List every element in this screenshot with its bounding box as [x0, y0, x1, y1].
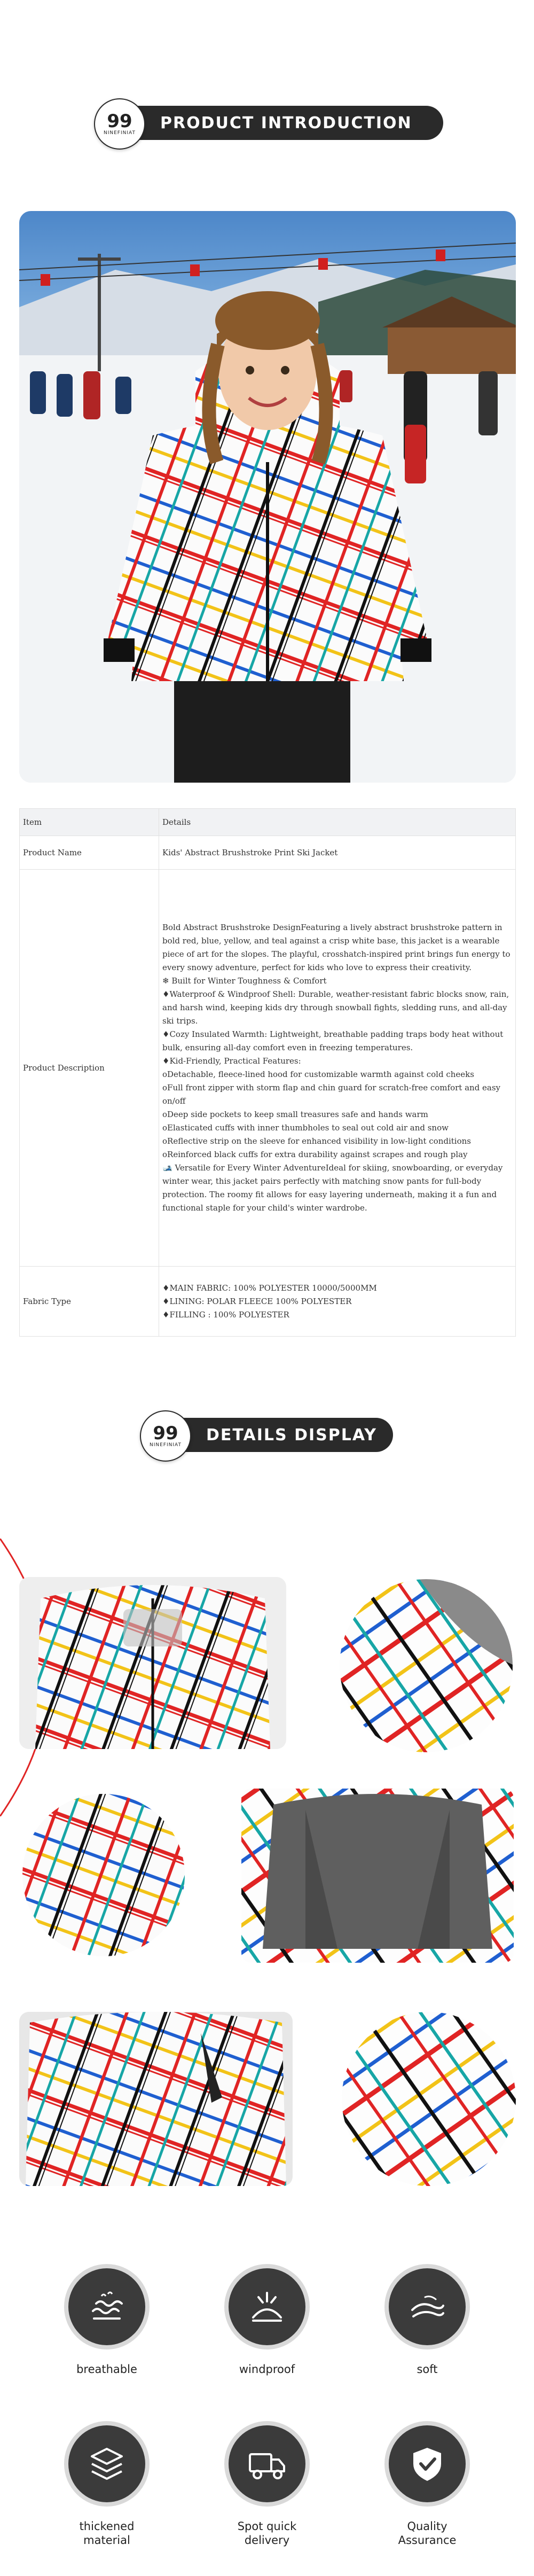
table-header-item: Item	[20, 809, 159, 836]
feature-label-soft: soft	[417, 2363, 438, 2376]
table-header-row	[20, 809, 516, 836]
brand-number: 99	[153, 1423, 178, 1444]
delivery-truck-icon	[229, 2425, 305, 2502]
detail-photo-sleeve-closeup	[22, 1794, 185, 1956]
print-closeup-illustration	[342, 2012, 516, 2186]
description-line: oFull front zipper with storm flap and chin guard for scratch-free comfort and easy on/off	[162, 1083, 501, 1106]
layers-icon	[68, 2425, 145, 2502]
fabric-type-label: Fabric Type	[20, 1267, 159, 1337]
brand-logo	[94, 98, 145, 150]
hood-closeup-illustration	[340, 1579, 513, 1752]
description-line: ❄ Built for Winter Toughness & Comfort	[162, 976, 327, 986]
feature-label-breathable: breathable	[76, 2363, 137, 2376]
soft-icon	[389, 2268, 466, 2345]
description-line: ♦Cozy Insulated Warmth: Lightweight, breathable padding traps body heat without bulk, ensuring all-day comfort even in freezing temperatures.	[162, 1029, 504, 1052]
fabric-line: ♦MAIN FABRIC: 100% POLYESTER 10000/5000MM	[162, 1283, 377, 1293]
feature-label-thickened-material: thickened material	[79, 2520, 135, 2547]
detail-photo-jacket-side	[19, 2012, 293, 2186]
product-name-value: Kids' Abstract Brushstroke Print Ski Jacket	[159, 836, 516, 870]
feature-label-windproof: windproof	[239, 2363, 295, 2376]
jacket-side-illustration	[19, 2012, 293, 2186]
section-title: DETAILS DISPLAY	[206, 1425, 377, 1445]
product-name-label: Product Name	[20, 836, 159, 870]
detail-photo-hood-closeup	[340, 1579, 513, 1752]
fabric-line: ♦LINING: POLAR FLEECE 100% POLYESTER	[162, 1296, 352, 1306]
windproof-icon	[229, 2268, 305, 2345]
fabric-type-value	[159, 1267, 516, 1337]
description-line: 🎿 Versatile for Every Winter AdventureIdeal for skiing, snowboarding, or everyday winter wear, this jacket pairs perfectly with matching snow pants for full-body protection. The roomy fit allows for easy layering underneath, making it a fun and functional staple for your child's winter wardrobe.	[162, 1163, 503, 1213]
description-line: oDetachable, fleece-lined hood for customizable warmth against cold cheeks	[162, 1070, 474, 1079]
brand-name: NINEFINIAT	[104, 130, 136, 136]
description-line: oReflective strip on the sleeve for enhanced visibility in low-light conditions	[162, 1136, 471, 1146]
description-line: ♦Waterproof & Windproof Shell: Durable, weather-resistant fabric blocks snow, rain, and harsh wind, keeping kids dry through snowball fights, sledding runs, and all-day ski trips.	[162, 989, 509, 1026]
table-row	[20, 870, 516, 1267]
fabric-line: ♦FILLING : 100% POLYESTER	[162, 1309, 289, 1320]
ski-slope-illustration	[19, 211, 516, 783]
product-spec-table	[19, 808, 516, 1337]
detail-photo-print-closeup	[342, 2012, 516, 2186]
brand-number: 99	[107, 111, 132, 132]
table-row	[20, 836, 516, 870]
brand-name: NINEFINIAT	[150, 1442, 182, 1448]
table-row	[20, 1267, 516, 1337]
description-line: oReinforced black cuffs for extra durability against scrapes and rough play	[162, 1150, 468, 1159]
table-header-details: Details	[159, 809, 516, 836]
hero-photo	[19, 211, 516, 783]
product-description-value	[159, 870, 516, 1267]
detail-photo-fleece-lining	[241, 1789, 514, 1963]
shield-check-icon	[389, 2425, 466, 2502]
section-header-product-introduction	[107, 106, 443, 140]
description-line: oElasticated cuffs with inner thumbholes to seal out cold air and snow	[162, 1123, 449, 1133]
description-line: ♦Kid-Friendly, Practical Features:	[162, 1056, 301, 1066]
product-description-label: Product Description	[20, 870, 159, 1267]
brand-logo	[140, 1410, 191, 1462]
feature-label-spot-quick-delivery: Spot quick delivery	[237, 2520, 297, 2547]
section-title: PRODUCT INTRODUCTION	[160, 113, 412, 132]
sleeve-closeup-illustration	[22, 1794, 185, 1956]
jacket-front-illustration	[19, 1577, 286, 1749]
fleece-lining-illustration	[241, 1789, 514, 1963]
detail-photo-jacket-front	[19, 1577, 286, 1749]
breathable-icon	[68, 2268, 145, 2345]
feature-label-quality-assurance: Quality Assurance	[398, 2520, 457, 2547]
description-line: Bold Abstract Brushstroke DesignFeaturing a lively abstract brushstroke pattern in bold red, blue, yellow, and teal against a crisp white base, this jacket is a wearable piece of art for the slopes. The playful, crosshatch-inspired print brings fun energy to every snowy adventure, perfect for kids who love to express their creativity.	[162, 923, 511, 972]
description-line: oDeep side pockets to keep small treasures safe and hands warm	[162, 1110, 428, 1119]
